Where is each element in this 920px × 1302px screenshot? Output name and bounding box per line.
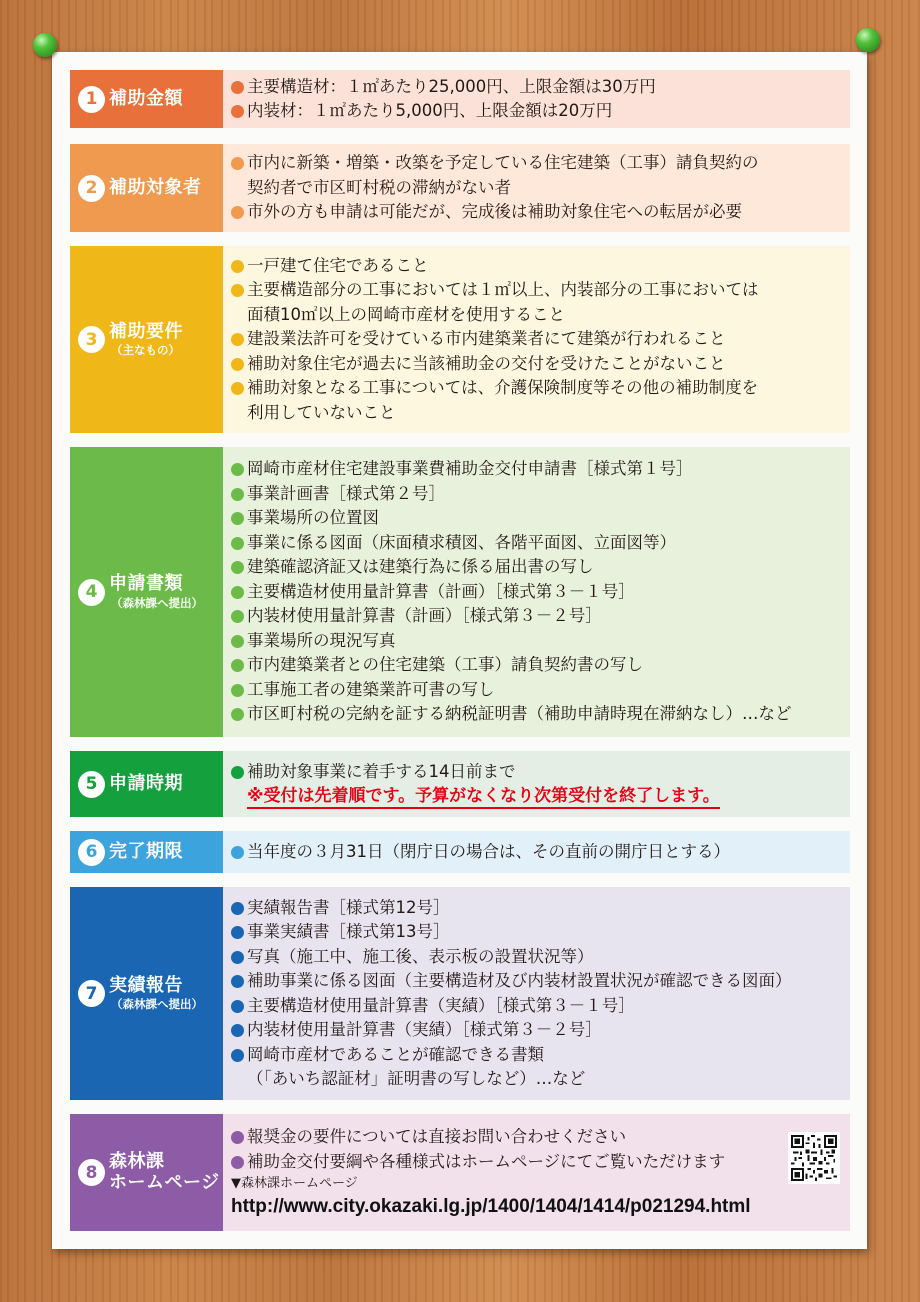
section-performance-report: [70, 887, 850, 1100]
list-item: 工事施工者の建築業許可書の写し: [231, 678, 850, 703]
section-5-label: [70, 751, 223, 817]
section-title: 申請書類: [109, 573, 183, 595]
bullet-icon: [231, 846, 244, 859]
bullet-icon: [231, 105, 244, 118]
list-item: 主要構造材使用量計算書（計画）［様式第３－１号］: [231, 580, 850, 605]
bullet-icon: [231, 81, 244, 94]
bullet-icon: [231, 1131, 244, 1144]
bullet-icon: [231, 1024, 244, 1037]
section-number-badge: 1: [78, 86, 105, 113]
section-title: 森林課: [109, 1150, 165, 1172]
section-number-badge: 2: [78, 175, 105, 202]
homepage-url-link[interactable]: http://www.city.okazaki.lg.jp/1400/1404/1414/p021294.html: [231, 1196, 751, 1217]
section-title-line2: ホームページ: [109, 1171, 220, 1193]
list-item: 建築確認済証又は建築行為に係る届出書の写し: [231, 555, 850, 580]
section-number-badge: 3: [78, 326, 105, 353]
section-5-content: [223, 751, 850, 817]
list-item: 事業場所の位置図: [231, 506, 850, 531]
list-item: 内装材：１㎡あたり5,000円、上限金額は20万円: [231, 99, 850, 124]
list-item: 報奨金の要件については直接お問い合わせください: [231, 1125, 850, 1150]
bullet-icon: [231, 537, 244, 550]
list-item: 内装材使用量計算書（計画）［様式第３－２号］: [231, 604, 850, 629]
bullet-icon: [231, 358, 244, 371]
bullet-icon: [231, 157, 244, 170]
list-item: 事業計画書［様式第２号］: [231, 482, 850, 507]
section-title: 補助要件: [109, 320, 183, 342]
section-number-badge: 7: [78, 980, 105, 1007]
list-item: 市外の方も申請は可能だが、完成後は補助対象住宅への転居が必要: [231, 200, 850, 225]
bullet-icon: [231, 951, 244, 964]
list-item: 事業場所の現況写真: [231, 629, 850, 654]
bullet-icon: [231, 488, 244, 501]
section-subsidy-amount: [70, 70, 850, 128]
bullet-icon: [231, 1156, 244, 1169]
section-forestry-homepage: [70, 1114, 850, 1231]
list-item: 実績報告書［様式第12号］: [231, 896, 850, 921]
list-item-continuation: 契約者で市区町村税の滞納がない者: [247, 177, 511, 197]
section-1-label: [70, 70, 223, 128]
section-8-label: [70, 1114, 223, 1231]
section-title: 実績報告: [109, 974, 183, 996]
bullet-icon: [231, 926, 244, 939]
list-item: 事業実績書［様式第13号］: [231, 920, 850, 945]
qr-code-icon[interactable]: [788, 1132, 840, 1184]
section-4-content: [223, 447, 850, 737]
list-item: 市内に新築・増築・改築を予定している住宅建築（工事）請負契約の: [231, 151, 850, 176]
list-item: 事業に係る図面（床面積求積図、各階平面図、立面図等）: [231, 531, 850, 556]
list-item: 一戸建て住宅であること: [231, 254, 850, 279]
section-requirements: [70, 246, 850, 433]
bullet-icon: [231, 206, 244, 219]
list-item: 市内建築業者との住宅建築（工事）請負契約書の写し: [231, 653, 850, 678]
bullet-icon: [231, 1000, 244, 1013]
list-item: 補助事業に係る図面（主要構造材及び内装材設置状況が確認できる図面）: [231, 969, 850, 994]
section-number-badge: 6: [78, 839, 105, 866]
list-item: 岡崎市産材であることが確認できる書類: [231, 1043, 850, 1068]
bullet-icon: [231, 766, 244, 779]
section-subtitle: （森林課へ提出）: [111, 997, 203, 1012]
bullet-icon: [231, 659, 244, 672]
bullet-icon: [231, 463, 244, 476]
bullet-icon: [231, 610, 244, 623]
bullet-icon: [231, 382, 244, 395]
list-item: 建設業法許可を受けている市内建築業者にて建築が行われること: [231, 327, 850, 352]
pushpin-icon-right: [856, 28, 880, 52]
first-come-notice: ※受付は先着順です。予算がなくなり次第受付を終了します。: [231, 784, 850, 809]
section-application-period: [70, 751, 850, 817]
section-7-label: [70, 887, 223, 1100]
section-title: 補助対象者: [109, 176, 202, 198]
section-number-badge: 4: [78, 579, 105, 606]
section-2-label: [70, 144, 223, 232]
pushpin-icon-left: [33, 33, 57, 57]
section-6-content: [223, 831, 850, 873]
bullet-icon: [231, 635, 244, 648]
section-title: 申請時期: [109, 772, 183, 794]
section-title: 補助金額: [109, 87, 183, 109]
list-item: 主要構造部分の工事においては１㎡以上、内装部分の工事においては: [231, 278, 850, 303]
section-number-badge: 8: [78, 1159, 105, 1186]
list-item: 内装材使用量計算書（実績）［様式第３－２号］: [231, 1018, 850, 1043]
section-title: 完了期限: [109, 840, 183, 862]
bullet-icon: [231, 512, 244, 525]
bullet-icon: [231, 561, 244, 574]
bullet-icon: [231, 1049, 244, 1062]
bullet-icon: [231, 975, 244, 988]
list-item: 主要構造材使用量計算書（実績）［様式第３－１号］: [231, 994, 850, 1019]
section-3-content: [223, 246, 850, 433]
list-item: 写真（施工中、施工後、表示板の設置状況等）: [231, 945, 850, 970]
list-item: 当年度の３月31日（閉庁日の場合は、その直前の開庁日とする）: [231, 840, 850, 865]
list-item: 補助対象となる工事については、介護保険制度等その他の補助制度を: [231, 376, 850, 401]
section-application-documents: [70, 447, 850, 737]
section-eligible-applicants: [70, 144, 850, 232]
list-item: 補助金交付要綱や各種様式はホームページにてご覧いただけます: [231, 1150, 850, 1175]
list-item-continuation: 利用していないこと: [247, 402, 396, 422]
list-item: 市区町村税の完納を証する納税証明書（補助申請時現在滞納なし）…など: [231, 702, 850, 727]
list-item: 主要構造材：１㎡あたり25,000円、上限金額は30万円: [231, 75, 850, 100]
section-2-content: [223, 144, 850, 232]
bullet-icon: [231, 708, 244, 721]
bullet-icon: [231, 684, 244, 697]
section-7-content: [223, 887, 850, 1100]
section-4-label: [70, 447, 223, 737]
section-subtitle: （森林課へ提出）: [111, 595, 203, 610]
list-item-continuation: （「あいち認証材」証明書の写しなど）…など: [247, 1069, 586, 1088]
section-8-content: [223, 1114, 850, 1231]
section-3-label: [70, 246, 223, 433]
list-item: 補助対象事業に着手する14日前まで: [231, 760, 850, 785]
bullet-icon: [231, 902, 244, 915]
list-item-continuation: 面積10㎡以上の岡崎市産材を使用すること: [247, 304, 565, 324]
section-completion-deadline: [70, 831, 850, 873]
section-subtitle: （主なもの）: [111, 343, 180, 358]
list-item: 岡崎市産材住宅建設事業費補助金交付申請書［様式第１号］: [231, 457, 850, 482]
list-item: 補助対象住宅が過去に当該補助金の交付を受けたことがないこと: [231, 352, 850, 377]
section-number-badge: 5: [78, 771, 105, 798]
bullet-icon: [231, 260, 244, 273]
bullet-icon: [231, 284, 244, 297]
section-1-content: [223, 70, 850, 128]
homepage-link-label: ▼森林課ホームページ: [231, 1176, 358, 1191]
bullet-icon: [231, 333, 244, 346]
section-6-label: [70, 831, 223, 873]
bullet-icon: [231, 586, 244, 599]
